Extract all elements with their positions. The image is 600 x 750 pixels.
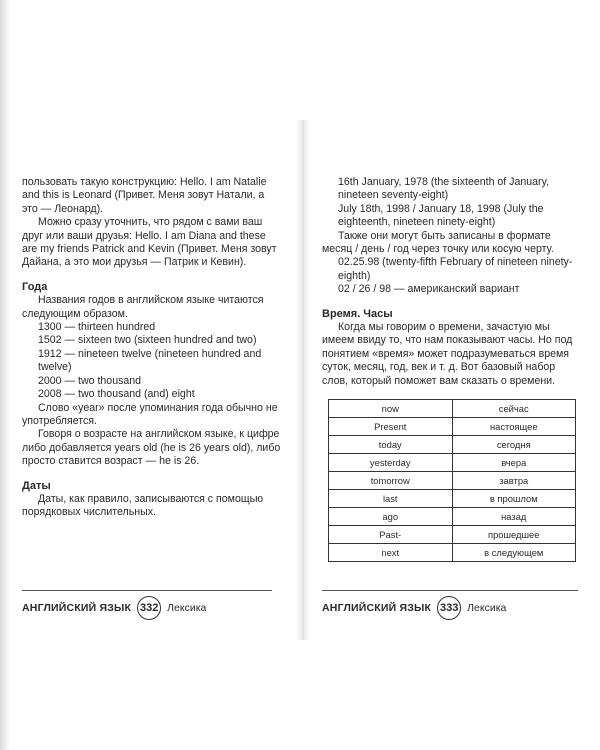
russian-word: настоящее (452, 418, 576, 436)
paragraph: Говоря о возрасте на английском языке, к цифре либо добавляется years old (he is 26 years old), либо просто ставится возраст — he is 26. (22, 428, 281, 468)
table-row (329, 436, 576, 454)
russian-word: сейчас (452, 400, 576, 418)
date-format-example: 02.25.98 (twenty-fifth February of nineteen ninety-eighth) (338, 256, 573, 282)
heading-years: Года (22, 280, 48, 293)
right-page (322, 176, 578, 562)
table-row (329, 454, 576, 472)
russian-word: в следующем (452, 544, 576, 562)
heading-time: Время. Часы (322, 307, 393, 320)
footer-section: Лексика (167, 602, 207, 614)
date-example: July 18th, 1998 / January 18, 1998 (July the eighteenth, nineteen ninety-eight) (338, 202, 544, 229)
footer-subject: АНГЛИЙСКИЙ ЯЗЫК (22, 602, 132, 614)
paragraph: Когда мы говорим о времени, зачастую мы имеем ввиду то, что нам показывают часы. Но под понятием «время» может подразумеваться время суток, месяц, год, век и т. д. Вот базовый набор слов, который поможет вам сказать о времени. (322, 321, 573, 387)
table-row (329, 490, 576, 508)
footer-right (322, 596, 506, 620)
book-spine (296, 120, 310, 640)
english-word: today (329, 436, 453, 454)
english-word: now (329, 400, 453, 418)
footer-section: Лексика (467, 602, 507, 614)
paragraph: Названия годов в английском языке читаются следующим образом. (22, 294, 264, 320)
left-page (22, 176, 282, 520)
paragraph: пользовать такую конструкцию: Hello. I am Natalie and this is Leonard (Привет. Меня зовут Натали, а это — Леонард). (22, 176, 267, 215)
russian-word: в прошлом (452, 490, 576, 508)
time-vocabulary-table (328, 399, 576, 562)
table-row (329, 544, 576, 562)
english-word: Past- (329, 526, 453, 544)
english-word: Present (329, 418, 453, 436)
english-word: next (329, 544, 453, 562)
year-example: 1300 — thirteen hundred (38, 321, 156, 334)
english-word: last (329, 490, 453, 508)
table-row (329, 526, 576, 544)
table-row (329, 418, 576, 436)
footer-left (22, 596, 206, 620)
paragraph: Можно сразу уточнить, что рядом с вами ваш друг или ваши друзья: Hello. I am Diana and these are my friends Patrick and Kevin (Привет. Меня зовут Дайана, а это мои друзья — Патрик и Кевин). (22, 216, 277, 269)
paragraph: Даты, как правило, записываются с помощью порядковых числительных. (22, 492, 264, 519)
russian-word: назад (452, 508, 576, 526)
date-format-example: 02 / 26 / 98 — американский вариант (338, 283, 520, 296)
year-example: 1912 — nineteen twelve (nineteen hundred and twelve) (38, 347, 262, 374)
russian-word: вчера (452, 454, 576, 472)
table-row (329, 400, 576, 418)
year-example: 2000 — two thousand (38, 374, 142, 387)
page-edge-shadow (0, 0, 10, 750)
paragraph: Также они могут быть записаны в формате месяц / день / год через точку или косую черту. (322, 229, 554, 256)
page-number: 333 (437, 596, 461, 620)
heading-dates: Даты (22, 479, 51, 492)
english-word: tomorrow (329, 472, 453, 490)
russian-word: завтра (452, 472, 576, 490)
paragraph: Слово «year» после упоминания года обычно не употребляется. (22, 401, 278, 427)
footer-divider (22, 590, 272, 591)
footer-subject: АНГЛИЙСКИЙ ЯЗЫК (322, 602, 432, 614)
english-word: ago (329, 508, 453, 526)
year-example: 1502 — sixteen two (sixteen hundred and two) (38, 334, 257, 347)
page-number: 332 (137, 596, 161, 620)
table-row (329, 508, 576, 526)
russian-word: сегодня (452, 436, 576, 454)
russian-word: прошедшее (452, 526, 576, 544)
footer-divider (322, 590, 578, 591)
year-example: 2008 — two thousand (and) eight (38, 388, 195, 401)
table-row (329, 472, 576, 490)
english-word: yesterday (329, 454, 453, 472)
date-example: 16th January, 1978 (the sixteenth of January, nineteen seventy-eight) (338, 176, 550, 202)
